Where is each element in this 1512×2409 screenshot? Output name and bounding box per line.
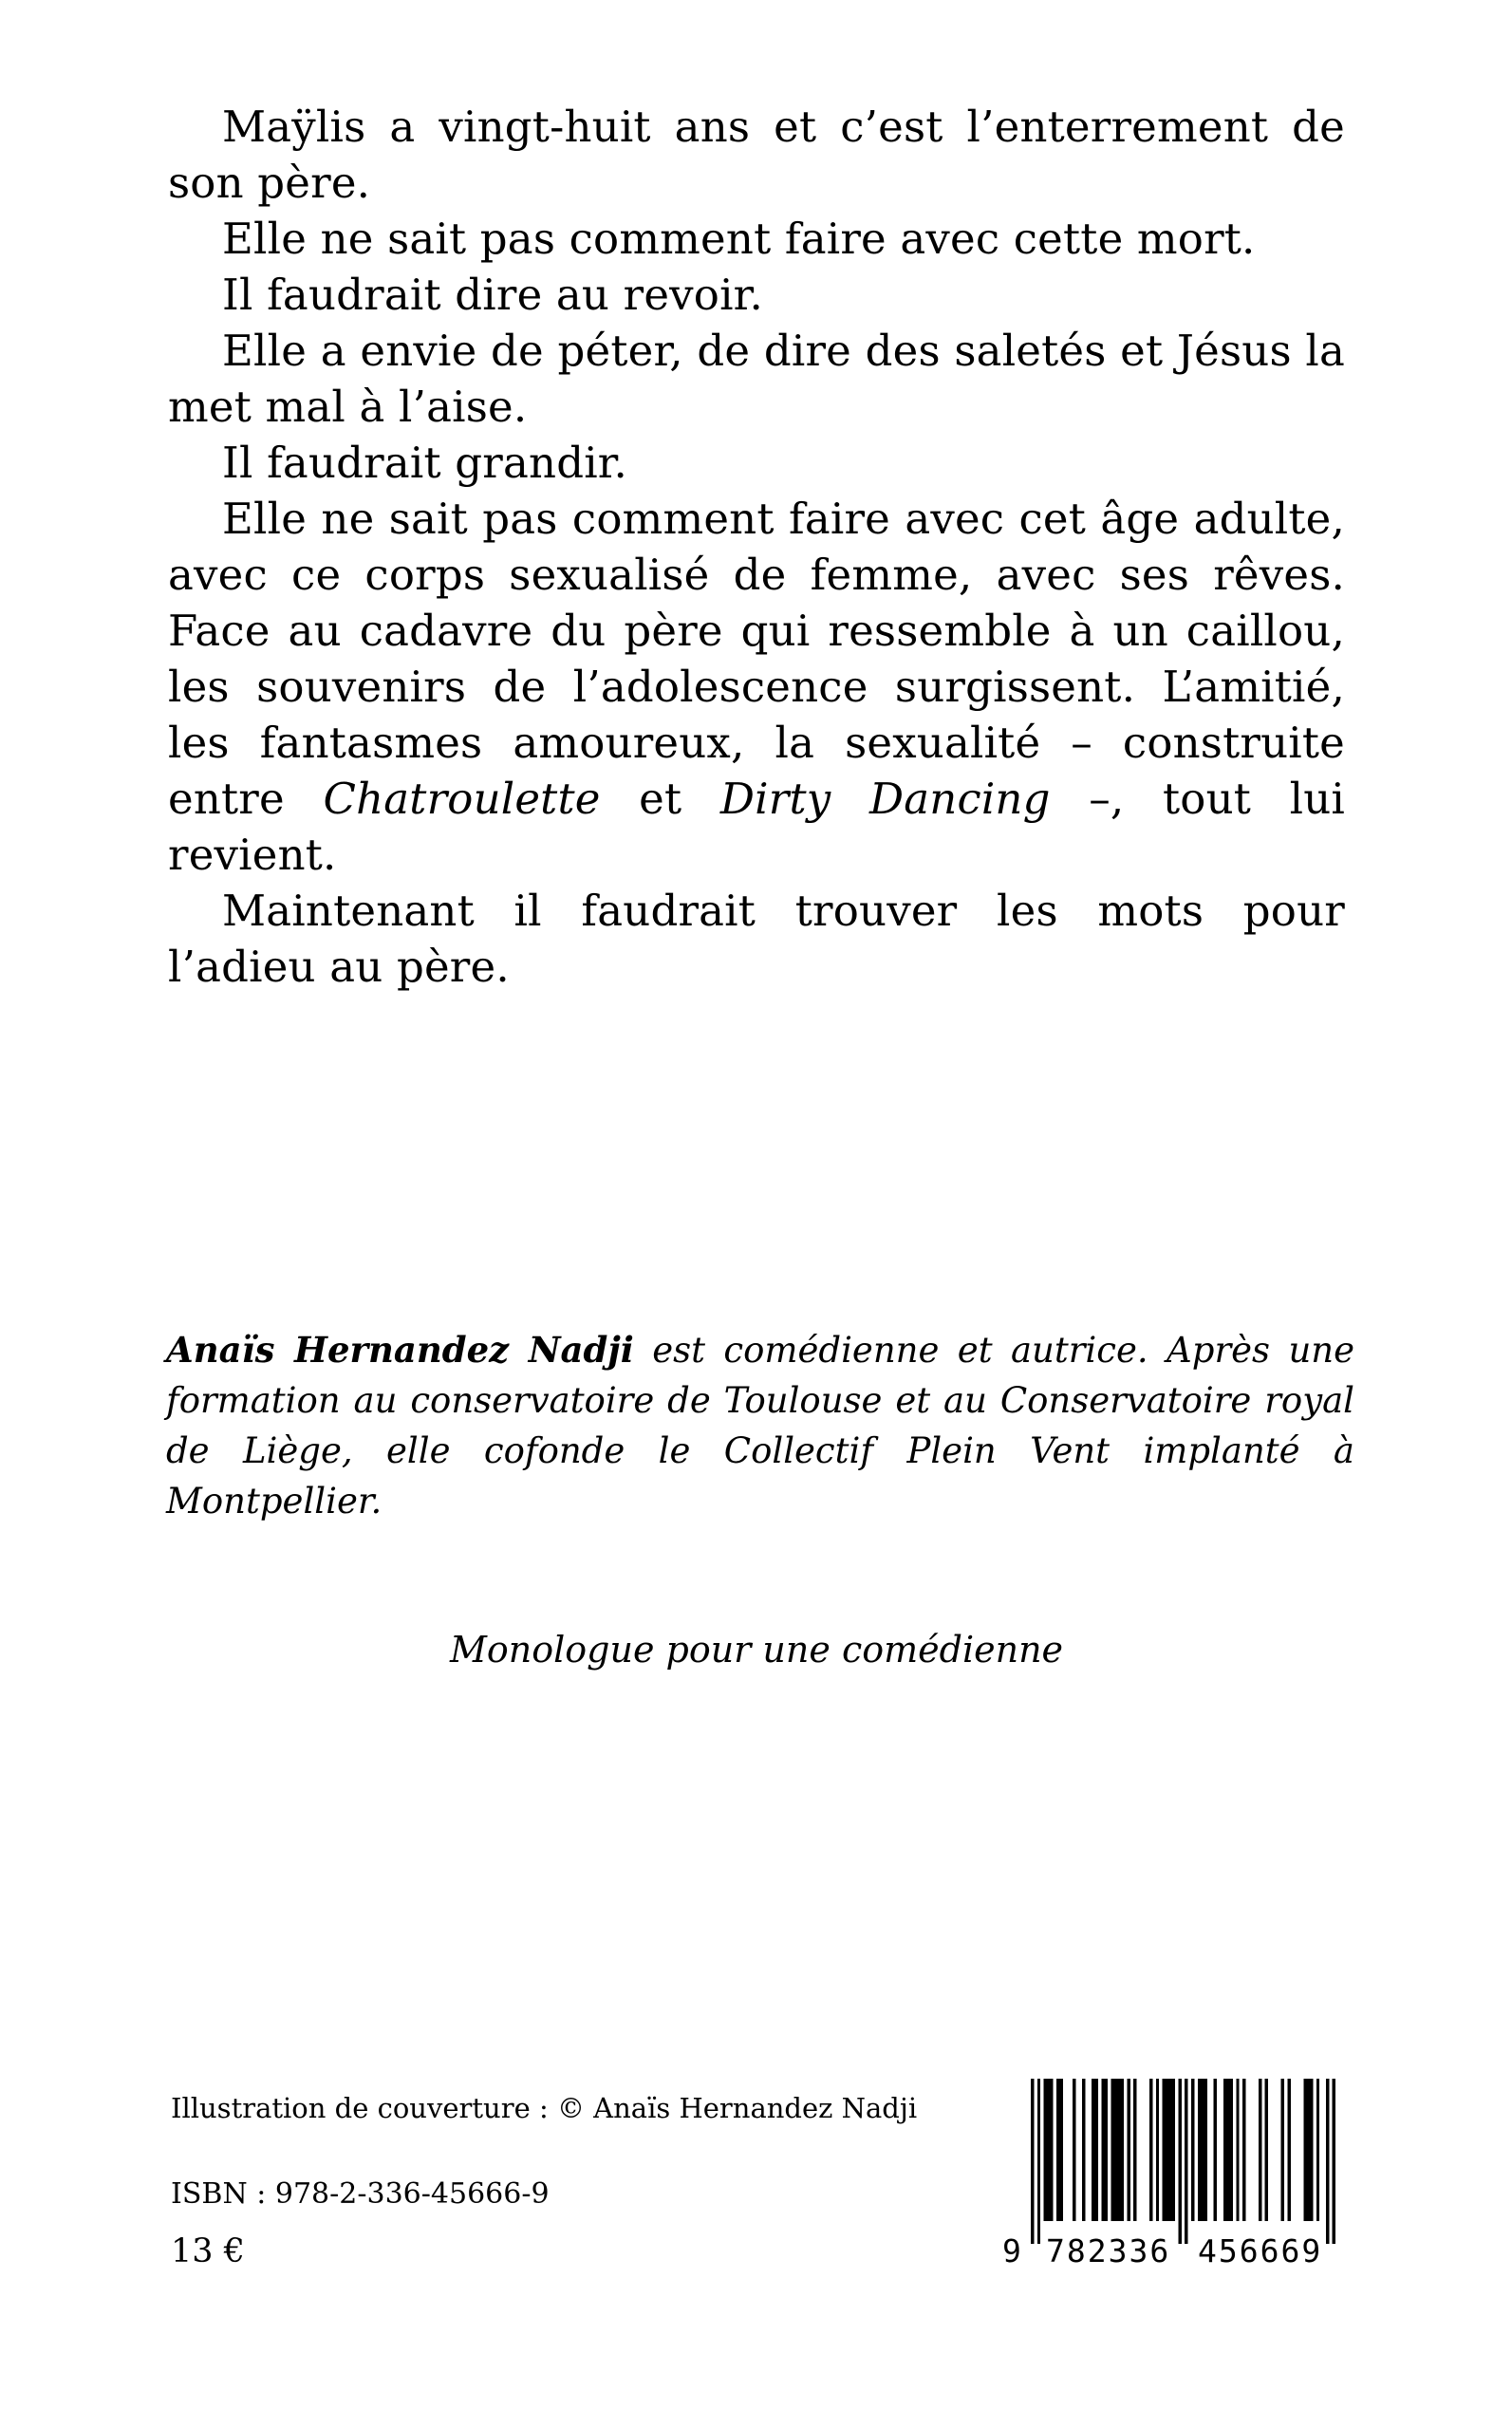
barcode-digit-first: 9 bbox=[1002, 2232, 1023, 2269]
text-segment: Maintenant il faudrait trouver les mots pour l’adieu au père. bbox=[168, 886, 1345, 992]
text-segment: Il faudrait grandir. bbox=[222, 438, 628, 488]
price: 13 € bbox=[171, 2232, 245, 2270]
barcode-digits-right-group: 456669 bbox=[1198, 2232, 1323, 2269]
blurb-paragraph-2 bbox=[168, 211, 1345, 267]
blurb-paragraph-1 bbox=[168, 99, 1345, 211]
illustration-credit: Illustration de couverture : © Anaïs Hernandez Nadji bbox=[171, 2092, 918, 2124]
genre-note: Monologue pour une comédienne bbox=[449, 1629, 1064, 1671]
blurb-paragraph-5 bbox=[168, 435, 1345, 491]
italic-title-dirty-dancing: Dirty Dancing bbox=[719, 774, 1051, 824]
text-segment: Maÿlis a vingt-huit ans et c’est l’enterrement de son père. bbox=[168, 102, 1345, 208]
author-bio-paragraph bbox=[166, 1325, 1354, 1526]
barcode-bars bbox=[1004, 2079, 1338, 2246]
text-segment: –, tout lui revient. bbox=[168, 774, 1346, 880]
text-segment: est comédienne et autrice. Après une formation au conservatoire de Toulouse et au Conservatoire royal de Liège, elle cofonde le Collectif Plein Vent implanté à Montpellier. bbox=[166, 1330, 1354, 1522]
barcode-digits-left-group: 782336 bbox=[1046, 2232, 1171, 2269]
italic-title-chatroulette: Chatroulette bbox=[323, 774, 601, 824]
text-segment: Elle a envie de péter, de dire des saletés et Jésus la met mal à l’aise. bbox=[168, 326, 1345, 432]
author-bio bbox=[166, 1325, 1354, 1526]
blurb bbox=[168, 99, 1345, 995]
blurb-paragraph-6 bbox=[168, 491, 1345, 883]
text-segment: Elle ne sait pas comment faire avec cet âge adulte, avec ce corps sexualisé de femme, avec ses rêves. Face au cadavre du père qui ressemble à un caillou, les souvenirs de l’adolescence surgissent. L’amitié, les fantasmes amoureux, la sexualité – construite entre bbox=[168, 494, 1345, 824]
isbn-line: ISBN : 978-2-336-45666-9 bbox=[171, 2177, 550, 2211]
text-segment: Elle ne sait pas comment faire avec cette mort. bbox=[222, 214, 1256, 264]
blurb-paragraph-4 bbox=[168, 323, 1345, 435]
blurb-paragraph-7 bbox=[168, 883, 1345, 995]
text-segment: Il faudrait dire au revoir. bbox=[222, 270, 763, 320]
blurb-paragraph-3 bbox=[168, 267, 1345, 323]
author-name: Anaïs Hernandez Nadji bbox=[166, 1329, 634, 1371]
ean-barcode bbox=[1004, 2079, 1338, 2270]
text-segment: et bbox=[600, 774, 720, 824]
